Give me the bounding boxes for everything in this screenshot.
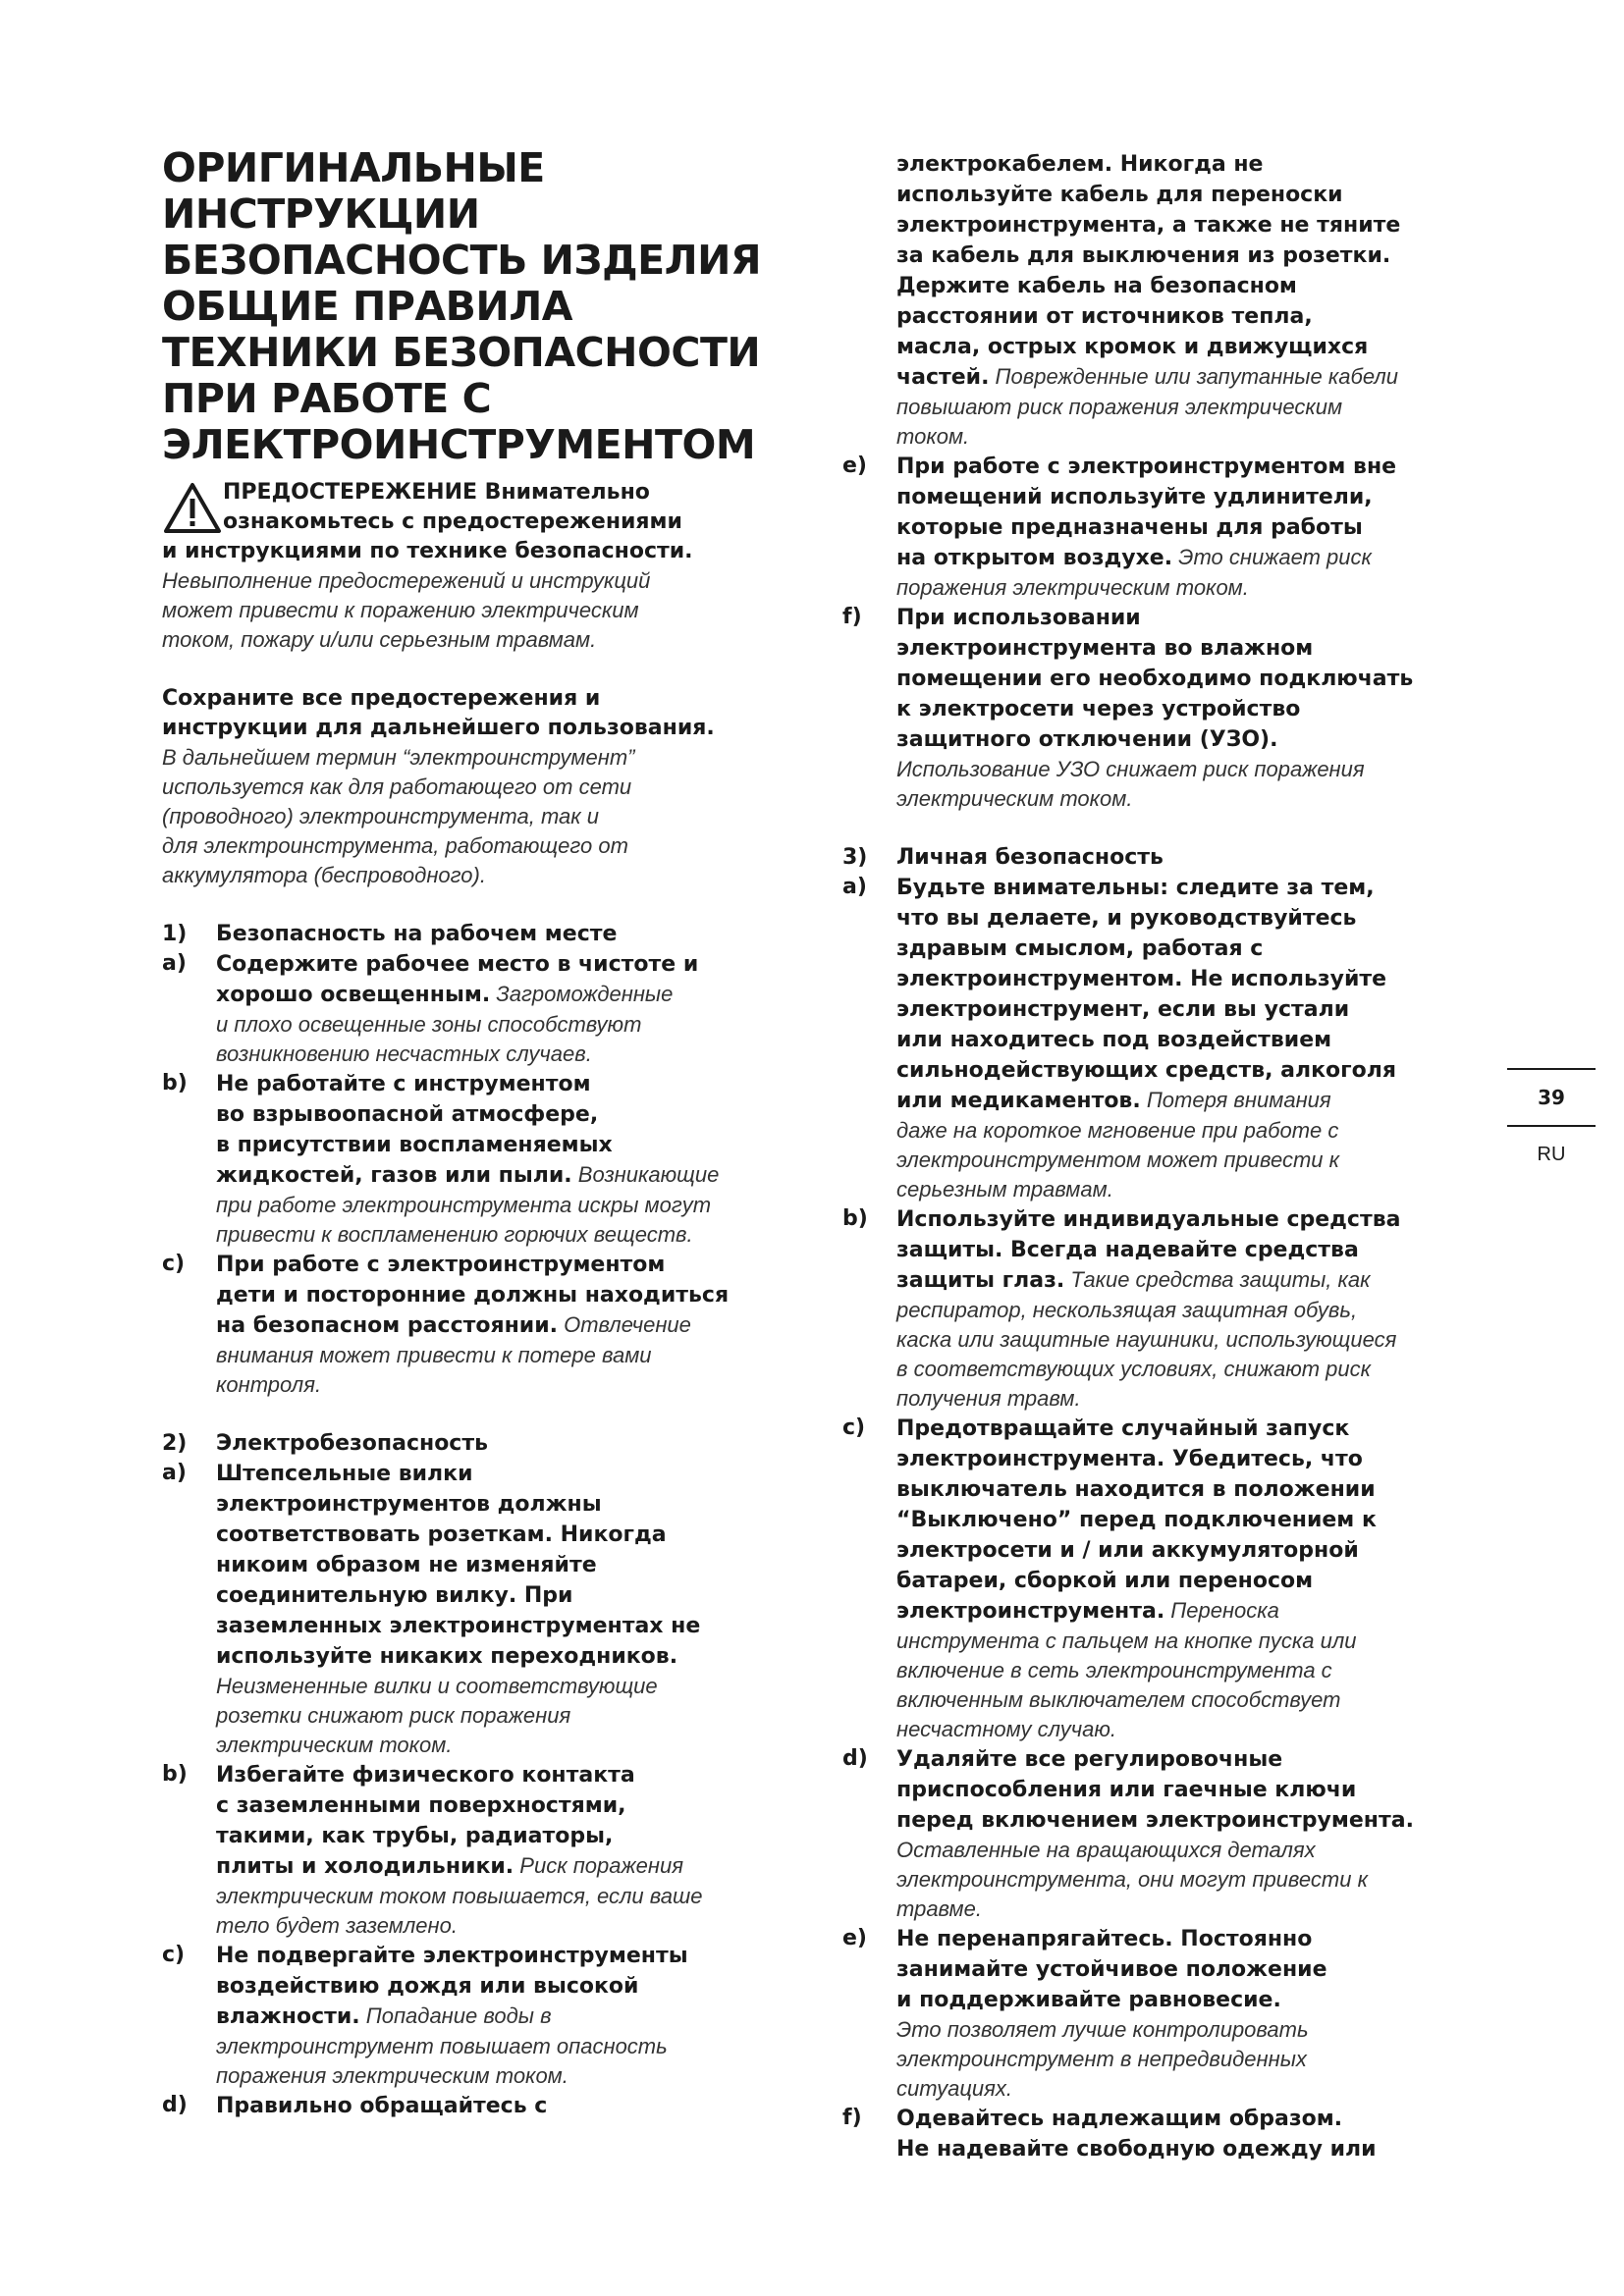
- italic-text: электроинструмента, они могут привести к: [896, 1867, 1368, 1892]
- text-line: [896, 694, 1492, 724]
- bold-text: перед включением электроинструмента.: [896, 1808, 1414, 1833]
- text-line: [216, 1341, 815, 1370]
- page-title: [162, 145, 815, 468]
- text-line: [216, 949, 815, 980]
- italic-text: электроинструментом может привести к: [896, 1148, 1340, 1172]
- italic-text: розетки снижают риск поражения: [216, 1703, 571, 1728]
- text-line: [896, 1414, 1492, 1444]
- text-line: [896, 1204, 1492, 1235]
- bold-text: электроинструмента. Убедитесь, что: [896, 1447, 1363, 1471]
- text-line: [896, 934, 1492, 964]
- italic-text: Возникающие: [571, 1162, 720, 1187]
- bold-text: электроинструментом. Не используйте: [896, 967, 1387, 991]
- bold-text: никоим образом не изменяйте: [216, 1553, 597, 1577]
- bold-text: хорошо освещенным.: [216, 983, 491, 1007]
- italic-text: несчастному случаю.: [896, 1717, 1117, 1741]
- bold-text: Избегайте физического контакта: [216, 1763, 635, 1788]
- bold-text: Предотвращайте случайный запуск: [896, 1416, 1350, 1441]
- list-item: [842, 452, 1492, 603]
- bold-text: электроинструмента во влажном: [896, 636, 1314, 661]
- text-line: [896, 1116, 1492, 1146]
- text-line: [896, 1086, 1492, 1116]
- text-line: [896, 1744, 1492, 1775]
- bold-text: помещений используйте удлинители,: [896, 485, 1373, 509]
- bold-text: и поддерживайте равновесие.: [896, 1988, 1281, 2012]
- text-line: [896, 1384, 1492, 1414]
- text-line: [216, 1520, 815, 1550]
- text-line: [896, 1865, 1492, 1895]
- text-line: [896, 1535, 1492, 1566]
- italic-text: и плохо освещенные зоны способствуют: [216, 1012, 642, 1037]
- bold-text: электроинструмента, а также не тяните: [896, 213, 1401, 238]
- text-line: [216, 2002, 815, 2032]
- text-line: [216, 1250, 815, 1280]
- title-line: ОБЩИЕ ПРАВИЛА: [162, 283, 572, 330]
- text-line: [896, 2134, 1492, 2164]
- text-line: [216, 1611, 815, 1641]
- list-marker: b): [162, 1071, 188, 1095]
- italic-text: поражения электрическим током.: [216, 2063, 568, 2088]
- italic-text: электрическим током повышается, если ваше: [216, 1884, 703, 1908]
- italic-text: при работе электроинструмента искры могут: [216, 1193, 712, 1217]
- text-line: [216, 1731, 815, 1760]
- text-line: [216, 2091, 815, 2121]
- bold-text: Одевайтесь надлежащим образом.: [896, 2107, 1343, 2131]
- bold-text: Не перенапрягайтесь. Постоянно: [896, 1927, 1313, 1951]
- text-line: [896, 1025, 1492, 1055]
- bold-text: Не надевайте свободную одежду или: [896, 2137, 1377, 2162]
- text-line: [216, 1941, 815, 1971]
- italic-text: током.: [896, 424, 970, 449]
- italic-text: электроинструмент повышает опасность: [216, 2034, 668, 2058]
- bold-text: влажности.: [216, 2004, 360, 2029]
- italic-text: каска или защитные наушники, использующиеся: [896, 1327, 1397, 1352]
- text-line: [896, 633, 1492, 664]
- text-line: [216, 1701, 815, 1731]
- bold-text: масла, острых кромок и движущихся: [896, 335, 1369, 359]
- italic-text: электрическим током.: [216, 1733, 453, 1757]
- bold-text: электроинструмент, если вы устали: [896, 997, 1350, 1022]
- italic-text: внимания может привести к потере вами: [216, 1343, 652, 1367]
- text-line: [896, 1474, 1492, 1505]
- text-line: [896, 512, 1492, 543]
- spacer: [162, 1400, 815, 1429]
- italic-text: получения травм.: [896, 1386, 1081, 1411]
- list-item: [162, 1941, 815, 2091]
- text-line: [896, 784, 1492, 814]
- text-line: [896, 271, 1492, 301]
- text-line: [896, 1685, 1492, 1715]
- bold-text: Будьте внимательны: следите за тем,: [896, 876, 1375, 900]
- text-line: [896, 2015, 1492, 2045]
- text-line: [896, 573, 1492, 603]
- bold-text: сильнодействующих средств, алкоголя: [896, 1058, 1396, 1083]
- bold-text: защиты. Всегда надевайте средства: [896, 1238, 1359, 1262]
- bold-text: При использовании: [896, 606, 1141, 630]
- section-number: 3): [842, 845, 868, 870]
- section-title: Безопасность на рабочем месте: [216, 922, 618, 946]
- save-instructions: [162, 684, 815, 890]
- list-item: [842, 873, 1492, 1204]
- title-line: ИНСТРУКЦИИ: [162, 190, 480, 238]
- bold-text: с заземленными поверхностями,: [216, 1793, 626, 1818]
- bold-text: “Выключено” перед подключением к: [896, 1508, 1377, 1532]
- bold-text: защитного отключении (УЗО).: [896, 727, 1278, 752]
- text-line: [896, 362, 1492, 393]
- list-marker: e): [842, 454, 867, 478]
- italic-text: даже на короткое мгновение при работе с: [896, 1118, 1339, 1143]
- italic-text: Риск поражения: [514, 1853, 683, 1878]
- save-note-line: используется как для работающего от сети: [162, 774, 632, 799]
- text-line: [216, 1641, 815, 1672]
- text-line: [216, 1580, 815, 1611]
- language-code: RU: [1537, 1144, 1566, 1165]
- italic-text: включенным выключателем способствует: [896, 1687, 1341, 1712]
- bold-text: Содержите рабочее место в чистоте и: [216, 952, 699, 977]
- title-line: ТЕХНИКИ БЕЗОПАСНОСТИ: [162, 329, 761, 376]
- bold-text: расстоянии от источников тепла,: [896, 304, 1313, 329]
- text-line: [216, 1821, 815, 1851]
- section-number: 1): [162, 922, 188, 946]
- text-line: [896, 1055, 1492, 1086]
- text-line: [216, 2032, 815, 2061]
- text-line: [896, 1656, 1492, 1685]
- list-item: [162, 949, 815, 1069]
- list-marker: b): [842, 1206, 868, 1231]
- text-line: [216, 1130, 815, 1160]
- text-line: [216, 980, 815, 1010]
- text-line: [216, 1191, 815, 1220]
- italic-text: включение в сеть электроинструмента с: [896, 1658, 1332, 1682]
- text-line: [896, 240, 1492, 271]
- italic-text: Потеря внимания: [1140, 1088, 1331, 1112]
- warning-line: и инструкциями по технике безопасности.: [162, 539, 693, 563]
- text-line: [896, 1325, 1492, 1355]
- text-line: [896, 2104, 1492, 2134]
- text-line: [896, 482, 1492, 512]
- text-line: [896, 755, 1492, 784]
- text-line: [896, 964, 1492, 994]
- bold-text: защиты глаз.: [896, 1268, 1065, 1293]
- text-line: [896, 1805, 1492, 1836]
- list-marker: f): [842, 2106, 862, 2130]
- section-heading: [842, 843, 1492, 873]
- italic-text: травме.: [896, 1896, 982, 1921]
- list-item: [162, 1459, 815, 1760]
- italic-text: Переноска: [1164, 1598, 1279, 1623]
- warning-note: может привести к поражению электрическим: [162, 598, 639, 622]
- bold-text: приспособления или гаечные ключи: [896, 1778, 1357, 1802]
- bold-text: Удаляйте все регулировочные: [896, 1747, 1283, 1772]
- bold-text: соответствовать розеткам. Никогда: [216, 1522, 667, 1547]
- bold-text: выключатель находится в положении: [896, 1477, 1376, 1502]
- italic-text: ситуациях.: [896, 2076, 1012, 2101]
- warning-block: [162, 478, 815, 655]
- text-line: [896, 724, 1492, 755]
- list-marker: a): [162, 1461, 187, 1485]
- text-line: [216, 1760, 815, 1790]
- italic-text: электрическим током.: [896, 786, 1133, 811]
- italic-text: Поврежденные или запутанные кабели: [989, 364, 1398, 389]
- text-line: [896, 452, 1492, 482]
- warning-note: током, пожару и/или серьезным травмам.: [162, 627, 597, 652]
- page-side-tab: [1507, 1068, 1596, 1182]
- text-line: [216, 1459, 815, 1489]
- save-note-line: аккумулятора (беспроводного).: [162, 863, 486, 887]
- italic-text: Это снижает риск: [1172, 545, 1372, 569]
- save-heading-line: инструкции для дальнейшего пользования.: [162, 716, 715, 740]
- italic-text: привести к воспламенению горючих веществ.: [216, 1222, 693, 1247]
- text-line: [216, 1099, 815, 1130]
- section-heading: [162, 1429, 815, 1459]
- text-line: [896, 1924, 1492, 1954]
- text-line: [896, 332, 1492, 362]
- text-line: [216, 1672, 815, 1701]
- italic-text: инструмента с пальцем на кнопке пуска или: [896, 1629, 1357, 1653]
- text-line: [896, 393, 1492, 422]
- text-line: [216, 2061, 815, 2091]
- text-line: [216, 1220, 815, 1250]
- text-line: [896, 2074, 1492, 2104]
- save-note-line: В дальнейшем термин “электроинструмент”: [162, 745, 635, 770]
- save-note-line: (проводного) электроинструмента, так и: [162, 804, 600, 828]
- bold-text: плиты и холодильники.: [216, 1854, 514, 1879]
- text-line: [216, 1851, 815, 1882]
- text-line: [896, 1895, 1492, 1924]
- warning-heading: ПРЕДОСТЕРЕЖЕНИЕ Внимательно: [223, 480, 650, 505]
- text-line: [896, 1505, 1492, 1535]
- bold-text: батареи, сборкой или переносом: [896, 1569, 1314, 1593]
- list-item: [842, 603, 1492, 814]
- bold-text: дети и посторонние должны находиться: [216, 1283, 730, 1308]
- text-line: [216, 1971, 815, 2002]
- bold-text: электроинструментов должны: [216, 1492, 602, 1517]
- text-line: [896, 664, 1492, 694]
- list-item: [162, 1069, 815, 1250]
- bold-text: во взрывоопасной атмосфере,: [216, 1102, 599, 1127]
- title-line: ОРИГИНАЛЬНЫЕ: [162, 144, 545, 191]
- italic-text: Попадание воды в: [359, 2003, 552, 2028]
- text-line: [896, 2045, 1492, 2074]
- text-line: [896, 210, 1492, 240]
- warning-line: ознакомьтесь с предостережениями: [223, 509, 682, 534]
- section-title: Личная безопасность: [896, 845, 1164, 870]
- text-line: [896, 1627, 1492, 1656]
- list-item: [162, 1760, 815, 1941]
- text-line: [896, 301, 1492, 332]
- right-column: [842, 149, 1492, 2164]
- italic-text: электроинструмент в непредвиденных: [896, 2047, 1307, 2071]
- bold-text: жидкостей, газов или пыли.: [216, 1163, 572, 1188]
- text-line: [896, 903, 1492, 934]
- italic-text: серьезным травмам.: [896, 1177, 1113, 1201]
- bold-text: воздействию дождя или высокой: [216, 1974, 639, 1999]
- text-line: [216, 1882, 815, 1911]
- italic-text: Оставленные на вращающихся деталях: [896, 1838, 1316, 1862]
- list-item-continued: [842, 149, 1492, 452]
- text-line: [896, 1175, 1492, 1204]
- section-heading: [162, 920, 815, 949]
- text-line: [896, 1235, 1492, 1265]
- italic-text: поражения электрическим током.: [896, 575, 1249, 600]
- text-line: [896, 1985, 1492, 2015]
- text-line: [896, 543, 1492, 573]
- list-item: [842, 1924, 1492, 2104]
- title-line: ЭЛЕКТРОИНСТРУМЕНТОМ: [162, 421, 756, 468]
- text-line: [896, 1146, 1492, 1175]
- italic-text: тело будет заземлено.: [216, 1913, 458, 1938]
- text-line: [216, 1160, 815, 1191]
- text-line: [896, 1836, 1492, 1865]
- text-line: [216, 1010, 815, 1040]
- text-line: [896, 1566, 1492, 1596]
- title-line: ПРИ РАБОТЕ С: [162, 375, 492, 422]
- bold-text: которые предназначены для работы: [896, 515, 1363, 540]
- italic-text: Использование УЗО снижает риск поражения: [896, 757, 1365, 781]
- text-line: [896, 422, 1492, 452]
- bold-text: на безопасном расстоянии.: [216, 1313, 558, 1338]
- text-line: [896, 1596, 1492, 1627]
- bold-text: на открытом воздухе.: [896, 546, 1173, 570]
- text-line: [216, 1790, 815, 1821]
- list-marker: e): [842, 1926, 867, 1950]
- save-note-line: для электроинструмента, работающего от: [162, 833, 628, 858]
- text-line: [216, 1310, 815, 1341]
- text-line: [216, 1370, 815, 1400]
- italic-text: контроля.: [216, 1372, 322, 1397]
- italic-text: Такие средства защиты, как: [1064, 1267, 1371, 1292]
- italic-text: респиратор, нескользящая защитная обувь,: [896, 1298, 1358, 1322]
- list-item: [162, 1250, 815, 1400]
- warning-note: Невыполнение предостережений и инструкций: [162, 568, 651, 593]
- bold-text: что вы делаете, и руководствуйтесь: [896, 906, 1357, 931]
- bold-text: занимайте устойчивое положение: [896, 1957, 1327, 1982]
- text-line: [216, 1069, 815, 1099]
- text-line: [896, 873, 1492, 903]
- list-marker: a): [162, 951, 187, 976]
- text-line: [216, 1911, 815, 1941]
- bold-text: При работе с электроинструментом: [216, 1253, 666, 1277]
- text-line: [896, 1265, 1492, 1296]
- text-line: [216, 1280, 815, 1310]
- warning-triangle-icon: [162, 482, 223, 535]
- bold-text: Используйте индивидуальные средства: [896, 1207, 1401, 1232]
- bold-text: Держите кабель на безопасном: [896, 274, 1297, 298]
- left-column: [162, 145, 815, 2121]
- bold-text: электросети и / или аккумуляторной: [896, 1538, 1359, 1563]
- list-marker: d): [842, 1746, 868, 1771]
- text-line: [896, 1954, 1492, 1985]
- list-marker: c): [162, 1252, 186, 1276]
- list-marker: f): [842, 605, 862, 629]
- bold-text: При работе с электроинструментом вне: [896, 454, 1397, 479]
- section-title: Электробезопасность: [216, 1431, 489, 1456]
- list-item: [842, 1204, 1492, 1414]
- list-marker: b): [162, 1762, 188, 1787]
- bold-text: такими, как трубы, радиаторы,: [216, 1824, 614, 1848]
- text-line: [896, 1444, 1492, 1474]
- bold-text: частей.: [896, 365, 990, 390]
- bold-text: электрокабелем. Никогда не: [896, 152, 1264, 177]
- text-line: [896, 180, 1492, 210]
- bold-text: Штепсельные вилки: [216, 1462, 473, 1486]
- list-item: [842, 2104, 1492, 2164]
- bold-text: электроинструмента.: [896, 1599, 1165, 1624]
- list-marker: c): [842, 1415, 866, 1440]
- list-item: [842, 1414, 1492, 1744]
- text-line: [896, 1296, 1492, 1325]
- bold-text: заземленных электроинструментах не: [216, 1614, 701, 1638]
- bold-text: Правильно обращайтесь с: [216, 2094, 548, 2118]
- bold-text: здравым смыслом, работая с: [896, 936, 1264, 961]
- italic-text: Отвлечение: [557, 1312, 691, 1337]
- italic-text: Это позволяет лучше контролировать: [896, 2017, 1309, 2042]
- list-item: [842, 1744, 1492, 1924]
- text-line: [896, 1715, 1492, 1744]
- text-line: [896, 994, 1492, 1025]
- text-line: [216, 1489, 815, 1520]
- italic-text: возникновению несчастных случаев.: [216, 1041, 592, 1066]
- text-line: [896, 603, 1492, 633]
- bold-text: или медикаментов.: [896, 1089, 1141, 1113]
- list-marker: d): [162, 2093, 188, 2117]
- bold-text: соединительную вилку. При: [216, 1583, 573, 1608]
- title-line: БЕЗОПАСНОСТЬ ИЗДЕЛИЯ: [162, 237, 762, 284]
- section-number: 2): [162, 1431, 188, 1456]
- bold-text: за кабель для выключения из розетки.: [896, 243, 1391, 268]
- bold-text: используйте кабель для переноски: [896, 183, 1343, 207]
- bold-text: или находитесь под воздействием: [896, 1028, 1332, 1052]
- bold-text: используйте никаких переходников.: [216, 1644, 678, 1669]
- bold-text: к электросети через устройство: [896, 697, 1301, 721]
- page-number: 39: [1538, 1086, 1565, 1109]
- save-heading-line: Сохраните все предостережения и: [162, 686, 601, 711]
- italic-text: в соответствующих условиях, снижают риск: [896, 1357, 1372, 1381]
- list-item: [162, 2091, 815, 2121]
- bold-text: в присутствии воспламеняемых: [216, 1133, 613, 1157]
- list-marker: c): [162, 1943, 186, 1967]
- text-line: [896, 1355, 1492, 1384]
- italic-text: Неизмененные вилки и соответствующие: [216, 1674, 658, 1698]
- italic-text: повышают риск поражения электрическим: [896, 395, 1343, 419]
- text-line: [216, 1550, 815, 1580]
- italic-text: Загроможденные: [490, 982, 674, 1006]
- text-line: [896, 149, 1492, 180]
- bold-text: Не подвергайте электроинструменты: [216, 1944, 688, 1968]
- list-marker: a): [842, 875, 867, 899]
- bold-text: помещении его необходимо подключать: [896, 667, 1414, 691]
- text-line: [216, 1040, 815, 1069]
- bold-text: Не работайте с инструментом: [216, 1072, 591, 1096]
- text-line: [896, 1775, 1492, 1805]
